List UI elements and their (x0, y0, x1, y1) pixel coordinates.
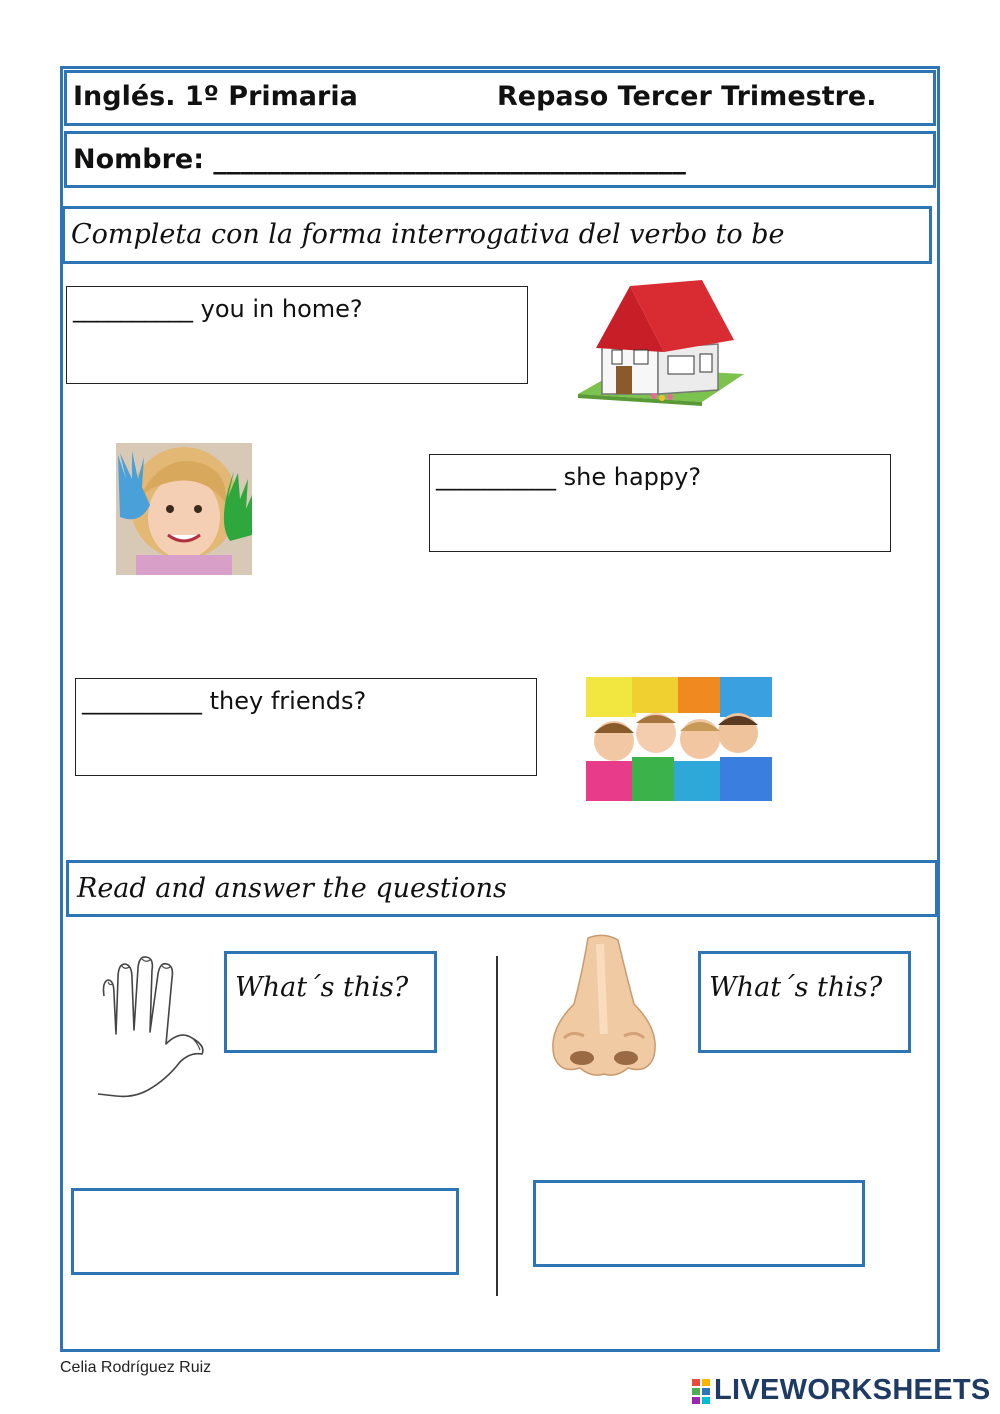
liveworksheets-logo (692, 1376, 992, 1410)
question-text-3: __________ they friends? (82, 687, 367, 715)
subject-label: Inglés. 1º Primaria (73, 81, 358, 112)
column-divider (496, 956, 498, 1296)
brand-name: LIVEWORKSHEETS (714, 1374, 991, 1406)
name-label: Nombre: ___________________________________ (73, 144, 686, 175)
answer-input-hand[interactable] (71, 1188, 459, 1275)
instruction-text-2: Read and answer the questions (77, 873, 507, 904)
instruction-text-1: Completa con la forma interrogativa del verbo to be (71, 219, 785, 250)
logo-grid-icon (692, 1379, 712, 1405)
question-text-1: __________ you in home? (73, 295, 363, 323)
name-row (64, 131, 936, 188)
instruction-box-2 (66, 860, 938, 917)
question-text-hand: What´s this? (235, 972, 409, 1003)
question-box-nose (698, 951, 911, 1053)
nose-drawing (542, 934, 666, 1078)
question-box-1[interactable] (66, 286, 528, 384)
instruction-box-1 (62, 206, 932, 264)
question-box-2[interactable] (429, 454, 891, 552)
page-title: Repaso Tercer Trimestre. (497, 81, 877, 112)
answer-input-nose[interactable] (533, 1180, 865, 1267)
header-title-row (64, 70, 936, 126)
girl-painted-hands-picture (116, 443, 252, 575)
question-text-nose: What´s this? (709, 972, 883, 1003)
children-group-picture (586, 677, 772, 801)
house-picture (572, 278, 748, 410)
question-box-3[interactable] (75, 678, 537, 776)
question-text-2: __________ she happy? (436, 463, 702, 491)
hand-drawing (94, 952, 212, 1102)
question-box-hand (224, 951, 437, 1053)
author-credit: Celia Rodríguez Ruiz (60, 1359, 212, 1376)
